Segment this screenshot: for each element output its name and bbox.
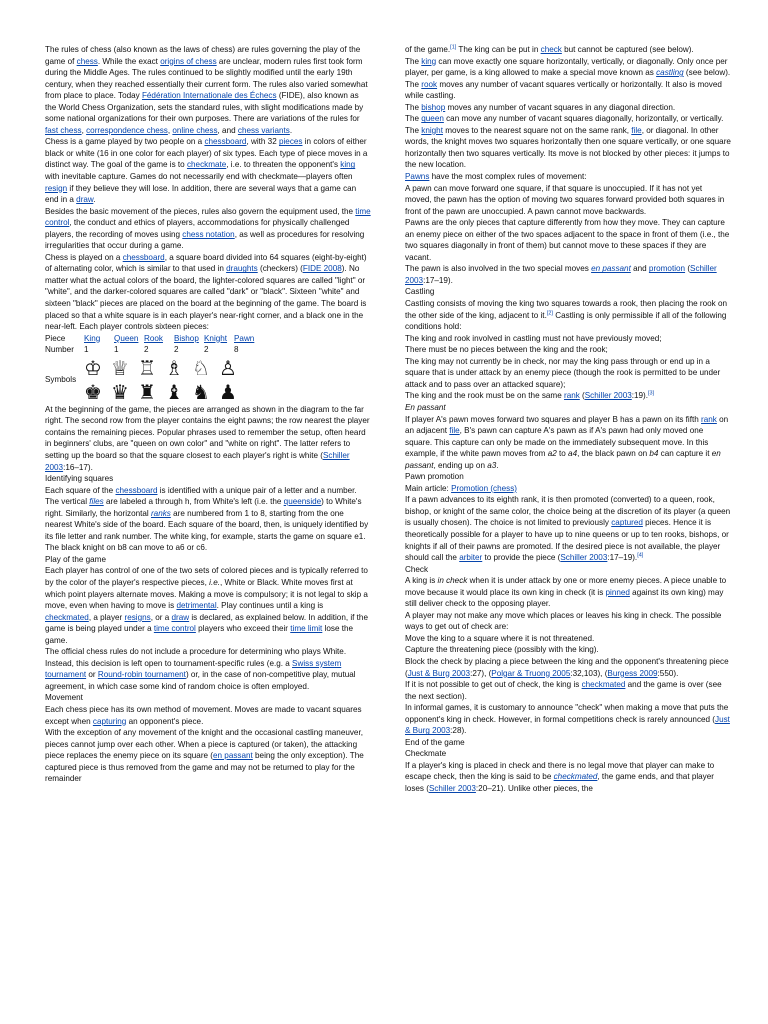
link-resign[interactable]: resign — [45, 183, 68, 193]
heading-check: Check — [405, 564, 429, 574]
link-checkmate[interactable]: checkmate — [186, 160, 227, 170]
setup-paragraph: At the beginning of the game, the pieces are arranged as shown in the diagram to the far right. The second row from the player contains the eight pawns; the row nearest the player contains the remaining pieces. Popular phrases used to remember the setup, often heard in beginners' clubs, are "queen on own color" and "white on right". The latter refers to setting up the board so that the square closest to each player's right is white (Schiller 2003:16–17). — [45, 404, 370, 472]
link-capturing[interactable]: capturing — [92, 716, 127, 726]
count-king: 1 — [84, 345, 89, 355]
checkmate-paragraph: If a player's king is placed in check and there is no legal move that player can make to escape check, then the king is said to be checkmated, the game ends, and that player loses (Schiller 2003:20–21). Unlike other pieces, the — [405, 760, 715, 793]
link-king[interactable]: king — [340, 160, 356, 170]
knight-paragraph: The knight moves to the nearest square not on the same rank, file, or diagonal. In other words, the knight moves two squares horizontally then one square vertically, or one square horizontally then two squares vertically. Its move is not blocked by other pieces: it jumps to the new location. — [405, 125, 731, 170]
ref-2[interactable]: [2] — [546, 309, 553, 316]
black-king-icon: ♚ — [84, 379, 102, 404]
link-castling[interactable]: castling — [656, 68, 684, 78]
link-bishop[interactable]: bishop — [421, 102, 446, 112]
link-arbiter[interactable]: arbiter — [459, 553, 483, 563]
link-checkmated-2[interactable]: checkmated — [581, 680, 626, 690]
count-rook: 2 — [144, 345, 149, 355]
link-draw[interactable]: draw — [76, 195, 94, 205]
link-schiller-2003-5[interactable]: Schiller 2003 — [428, 784, 476, 793]
link-ranks[interactable]: ranks — [150, 508, 171, 518]
pawn-move-paragraph: A pawn can move forward one square, if that square is unoccupied. If it has not yet moved, the pawn has the option of moving two squares forward provided both squares in front of the pawn are unoccupied. A pawn cannot move backwards. — [405, 183, 725, 216]
link-correspondence-chess[interactable]: correspondence chess — [86, 125, 168, 135]
symbols-row — [45, 356, 264, 404]
movement-paragraph: Each chess piece has its own method of movement. Moves are made to vacant squares except when capturing an opponent's piece. — [45, 704, 362, 726]
squares-paragraph: Each square of the chessboard is identified with a unique pair of a letter and a number. The vertical files are labeled a through h, from White's left (i.e. the queenside) to White's right. Similarly, the horizontal ranks are numbered from 1 to 8, starting from the one nearest White's side of the board. Each square of the board, then, is uniquely identified by its file letter and rank number. The white king, for example, starts the game on square e1. The black knight on b8 can move to a6 or c6. — [45, 485, 369, 553]
link-burgess-2009[interactable]: Burgess 2009 — [607, 668, 658, 678]
link-piece-queen[interactable]: Queen — [114, 333, 139, 343]
ref-4[interactable]: [4] — [637, 552, 644, 559]
link-file[interactable]: file — [631, 125, 642, 135]
link-chess[interactable]: chess — [76, 56, 98, 66]
link-detrimental[interactable]: detrimental — [176, 601, 217, 611]
pawns-intro: Pawns have the most complex rules of movement: — [405, 172, 587, 182]
link-rank[interactable]: rank — [563, 391, 580, 401]
link-time-control-2[interactable]: time control — [153, 624, 196, 634]
black-knight-icon: ♞ — [192, 379, 210, 404]
board-paragraph: Chess is played on a chessboard, a square board divided into 64 squares (eight-by-eight) of alternating color, which is similar to that used in draughts (checkers) (FIDE 2008). No matter what the actual colors of the board, the lighter-colored squares are called "light" or "white", and the darker-colored squares are called "dark" or "black". Sixteen "white" and sixteen "black" pieces are placed on the board at the beginning of the game. The board is placed so that a white square is in each player's near-right corner, and a black one in the near-left. Each player controls sixteen pieces: — [45, 252, 367, 332]
link-pawns[interactable]: Pawns — [405, 172, 430, 182]
equipment-paragraph: Besides the basic movement of the pieces, rules also govern the equipment used, the time control, the conduct and ethics of players, accommodations for physically challenged players, the recording of moves using chess notation, as well as procedures for resolving irregularities that occur during a game. — [45, 206, 371, 251]
link-origins-of-chess[interactable]: origins of chess — [160, 56, 217, 66]
count-pawn: 8 — [234, 345, 239, 355]
ref-1[interactable]: [1] — [450, 44, 457, 51]
link-fast-chess[interactable]: fast chess — [45, 125, 82, 135]
link-resigns[interactable]: resigns — [124, 612, 151, 622]
play-paragraph: Each player has control of one of the two sets of colored pieces and is typically referred to by the color of the player's respective pieces, i.e., White or Black. White moves first at which point players alternate moves. Making a move is compulsory; it is not legal to skip a move, even when having to move is detrimental. Play continues until a king is checkmated, a player resigns, or a draw is declared, as explained below. In addition, if the game is being played under a time control players who exceed their time limit lose the game. — [45, 566, 368, 645]
link-piece-bishop[interactable]: Bishop — [174, 333, 199, 343]
castling-condition-1: The king and rook involved in castling must not have previously moved; — [405, 333, 662, 343]
black-bishop-icon: ♝ — [165, 379, 183, 404]
link-chess-variants[interactable]: chess variants — [237, 125, 290, 135]
heading-en-passant: En passant — [405, 402, 446, 412]
link-piece-pawn[interactable]: Pawn — [234, 333, 255, 343]
heading-pawn-promotion: Pawn promotion — [405, 472, 464, 482]
rook-paragraph: The rook moves any number of vacant squares vertically or horizontally. It also is moved while castling. — [405, 79, 722, 101]
white-king-icon: ♔ — [84, 355, 102, 380]
pieces-table — [45, 333, 264, 404]
white-knight-icon: ♘ — [192, 355, 210, 380]
heading-end-of-game: End of the game — [405, 737, 465, 747]
link-king-2[interactable]: king — [421, 56, 437, 66]
castling-paragraph: Castling consists of moving the king two squares towards a rook, then placing the rook on the other side of the king, adjacent to it.[2] Castling is only permissible if all of the following conditions hold: — [405, 299, 728, 332]
heading-castling: Castling — [405, 287, 435, 297]
check-escape-1: Move the king to a square where it is not threatened. — [405, 633, 595, 643]
pawn-capture-paragraph: Pawns are the only pieces that capture differently from how they move. They can capture an enemy piece on either of the two spaces adjacent to the space in front of them (i.e., the two squares diagonally in front of them) but cannot move to these spaces if they are vacant. — [405, 218, 730, 262]
link-chess-notation[interactable]: chess notation — [182, 229, 235, 239]
castling-condition-4: The king and the rook must be on the same rank (Schiller 2003:19).[3] — [405, 390, 655, 401]
link-polgar-truong-2005[interactable]: Polgar & Truong 2005 — [491, 668, 571, 678]
link-en-passant-2[interactable]: en passant — [591, 264, 631, 274]
link-fide-2008[interactable]: FIDE 2008 — [302, 264, 342, 274]
king-paragraph: The king can move exactly one square horizontally, vertically, or diagonally. Only once per player, per game, is a king allowed to make a special move known as castling (see below). — [405, 56, 731, 78]
castling-condition-2: There must be no pieces between the king and the rook; — [405, 345, 608, 355]
link-pieces[interactable]: pieces — [278, 137, 303, 147]
symbols-header: Symbols — [45, 374, 77, 384]
castling-condition-3: The king may not currently be in check, nor may the king pass through or end up in a square that is under attack by an enemy piece (though the rook is permitted to be under attack and to pass over an attacked square); — [405, 356, 721, 389]
pieces-row — [45, 333, 264, 345]
link-chessboard[interactable]: chessboard — [204, 137, 247, 147]
link-captured[interactable]: captured — [611, 518, 643, 528]
heading-checkmate: Checkmate — [405, 749, 447, 759]
black-pawn-icon: ♟ — [219, 379, 237, 404]
checkmate-note: If it is not possible to get out of check, the king is checkmated and the game is over (see the next section). — [405, 680, 722, 701]
link-piece-king[interactable]: King — [84, 333, 101, 343]
link-chessboard-2[interactable]: chessboard — [122, 252, 165, 262]
link-just-burg-2003-2[interactable]: Just & Burg 2003 — [405, 714, 730, 736]
link-en-passant[interactable]: en passant — [213, 751, 253, 761]
overview-paragraph: Chess is a game played by two people on a chessboard, with 32 pieces in colors of either black or white (16 in one color for each player) of six types. Each type of piece moves in a distinct way. The goal of the game is to checkmate, i.e. to threaten the opponent's king with inevitable capture. Games do not necessarily end with checkmate—players often resign if they believe they will lose. In addition, there are several ways that a game can end in a draw. — [45, 137, 368, 205]
queen-paragraph: The queen can move any number of vacant squares diagonally, horizontally, or vertically. — [405, 114, 724, 124]
link-round-robin[interactable]: Round-robin tournament — [97, 670, 186, 680]
white-choice-paragraph: The official chess rules do not include a procedure for determining who plays White. Instead, this decision is left open to tournament-specific rules (e.g. a Swiss system tournament or Round-robin tournament) or, in the case of non-competitive play, mutual agreement, in which case some kind of random choice is often employed. — [45, 647, 356, 691]
white-queen-icon: ♕ — [111, 355, 129, 380]
link-file-2[interactable]: file — [449, 426, 460, 436]
link-promotion[interactable]: promotion — [648, 264, 686, 274]
link-time-control[interactable]: time control — [45, 206, 371, 228]
heading-identifying-squares: Identifying squares — [45, 474, 114, 484]
link-just-burg-2003[interactable]: Just & Burg 2003 — [407, 668, 471, 678]
en-passant-paragraph: If player A's pawn moves forward two squares and player B has a pawn on its fifth rank on an adjacent file, B's pawn can capture A's pawn as if A's pawn had only moved one square. This capture can only be made on the immediately subsequent move. In this example, if the white pawn moves from a2 to a4, the black pawn on b4 can capture it en passant, ending up on a3. — [405, 414, 729, 470]
link-rank-2[interactable]: rank — [701, 414, 717, 424]
piece-header: Piece — [45, 333, 66, 343]
link-chessboard-3[interactable]: chessboard — [115, 485, 158, 495]
white-pawn-icon: ♙ — [219, 355, 237, 380]
link-schiller-2003[interactable]: Schiller 2003 — [45, 450, 350, 472]
check-rule-paragraph: A player may not make any move which places or leaves his king in check. The possible ways to get out of check are: — [405, 610, 722, 632]
link-online-chess[interactable]: online chess — [172, 125, 218, 135]
jump-paragraph: With the exception of any movement of the knight and the occasional castling maneuver, pieces cannot jump over each other. When a piece is captured (or taken), the attacking piece replaces the enemy piece on its square (en passant being the only exception). The captured piece is thus removed from the game and may not be returned to play for the remainder — [45, 728, 364, 784]
link-pinned[interactable]: pinned — [605, 587, 630, 597]
numbers-row — [45, 344, 264, 356]
black-queen-icon: ♛ — [111, 379, 129, 404]
count-knight: 2 — [204, 345, 209, 355]
white-bishop-icon: ♗ — [165, 355, 183, 380]
heading-movement: Movement — [45, 693, 83, 703]
heading-play-of-the-game: Play of the game — [45, 554, 106, 564]
link-draughts[interactable]: draughts — [226, 264, 258, 274]
link-schiller-2003-2[interactable]: Schiller 2003 — [405, 264, 717, 285]
link-files[interactable]: files — [89, 497, 104, 507]
link-piece-knight[interactable]: Knight — [204, 333, 228, 343]
promotion-paragraph: If a pawn advances to its eighth rank, it is then promoted (converted) to a queen, rook, bishop, or knight of the same color, the choice being at the discretion of its player (a queen is usually chosen). The choice is not limited to previously captured pieces. Hence it is theoretically possible for a player to have up to nine queens or up to ten rooks, bishops, or knights if all of their pawns are promoted. If the desired piece is not available, the player should call the arbiter to provide the piece (Schiller 2003:17–19).[4] — [405, 495, 731, 563]
main-article-note: Main article: Promotion (chess) — [405, 483, 517, 493]
link-fide[interactable]: Fédération Internationale des Échecs — [141, 91, 277, 101]
link-knight[interactable]: knight — [421, 125, 443, 135]
number-header: Number — [45, 345, 74, 355]
link-checkmated-3[interactable]: checkmated — [553, 772, 598, 782]
link-swiss-system[interactable]: Swiss system tournament — [45, 658, 342, 680]
link-schiller-2003-3[interactable]: Schiller 2003 — [584, 391, 632, 401]
link-schiller-2003-4[interactable]: Schiller 2003 — [560, 553, 608, 563]
link-rook[interactable]: rook — [421, 79, 438, 89]
intro-paragraph: The rules of chess (also known as the laws of chess) are rules governing the play of the game of chess. While the exact origins of chess are unclear, modern rules first took form during the Middle Ages. The rules continued to be slightly modified until the early 19th century, when they reached essentially their current form. The rules also varied somewhat from place to place. Today Fédération Internationale des Échecs (FIDE), also known as the World Chess Organization, sets the standard rules, with slight modifications made by some national organizations for their own purposes. There are variations of the rules for fast chess, correspondence chess, online chess, and chess variants. — [45, 45, 368, 135]
count-bishop: 2 — [174, 345, 179, 355]
bishop-paragraph: The bishop moves any number of vacant squares in any diagonal direction. — [405, 102, 676, 112]
link-queen[interactable]: queen — [421, 114, 444, 124]
link-checkmated[interactable]: checkmated — [45, 612, 89, 622]
black-rook-icon: ♜ — [138, 379, 156, 404]
left-column — [45, 44, 371, 785]
capture-continuation: of the game.[1] The king can be put in check but cannot be captured (see below). — [405, 44, 694, 54]
link-draw-2[interactable]: draw — [171, 612, 190, 622]
link-time-limit[interactable]: time limit — [290, 624, 323, 634]
link-check[interactable]: check — [540, 45, 562, 54]
ref-3[interactable]: [3] — [648, 390, 655, 397]
right-column — [405, 44, 731, 795]
check-paragraph: A king is in check when it is under attack by one or more enemy pieces. A piece unable to move because it would place its own king in check (it is pinned against its own king) may still deliver check to the opposing player. — [405, 576, 727, 609]
check-escape-3: Block the check by placing a piece between the king and the opponent's threatening piece (Just & Burg 2003:27), (Polgar & Truong 2005:32,103), (Burgess 2009:550). — [405, 656, 729, 678]
link-piece-rook[interactable]: Rook — [144, 333, 163, 343]
pawn-special-paragraph: The pawn is also involved in the two special moves en passant and promotion (Schiller 2003:17–19). — [405, 264, 717, 285]
link-promotion-chess[interactable]: Promotion (chess) — [451, 483, 517, 493]
count-queen: 1 — [114, 345, 119, 355]
informal-check-paragraph: In informal games, it is customary to announce "check" when making a move that puts the opponent's king in check. However, in formal competitions check is rarely announced (Just & Burg 2003:28). — [405, 703, 730, 736]
check-escape-2: Capture the threatening piece (possibly with the king). — [405, 645, 599, 655]
link-queenside[interactable]: queenside — [283, 497, 322, 507]
white-rook-icon: ♖ — [138, 355, 156, 380]
